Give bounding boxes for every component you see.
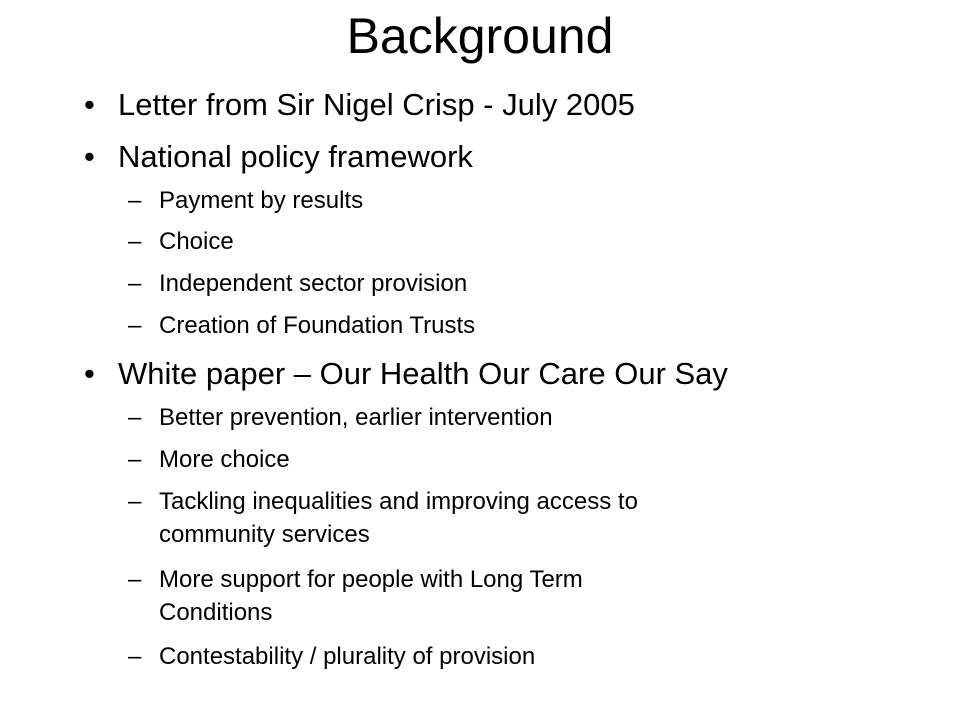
sub-item-text: More choice (159, 446, 290, 473)
sub-item-text: Choice (159, 228, 234, 255)
sub-item-text: Independent sector provision (159, 270, 468, 297)
bullet-text: Letter from Sir Nigel Crisp - July 2005 (118, 87, 635, 122)
sub-item-text: More support for people with Long Term (159, 566, 583, 593)
bullet-icon: • (84, 139, 95, 174)
bullet-text: National policy framework (118, 139, 473, 174)
bullet-text: White paper – Our Health Our Care Our Say (118, 356, 728, 391)
bullet-icon: • (84, 356, 95, 391)
dash-icon: – (128, 228, 142, 255)
sub-item-text-continued: Conditions (159, 599, 273, 626)
sub-item-text: Payment by results (159, 187, 364, 214)
sub-item-text: Tackling inequalities and improving access to (159, 488, 638, 515)
dash-icon: – (128, 270, 142, 297)
dash-icon: – (128, 566, 142, 593)
dash-icon: – (128, 187, 142, 214)
dash-icon: – (128, 312, 142, 339)
sub-item-text: Better prevention, earlier intervention (159, 404, 553, 431)
dash-icon: – (128, 404, 142, 431)
dash-icon: – (128, 488, 142, 515)
slide-title: Background (346, 8, 614, 64)
bullet-icon: • (84, 87, 95, 122)
sub-item-text-continued: community services (159, 521, 370, 548)
sub-item-text: Contestability / plurality of provision (159, 643, 536, 670)
sub-item-text: Creation of Foundation Trusts (159, 312, 476, 339)
dash-icon: – (128, 446, 142, 473)
dash-icon: – (128, 643, 142, 670)
